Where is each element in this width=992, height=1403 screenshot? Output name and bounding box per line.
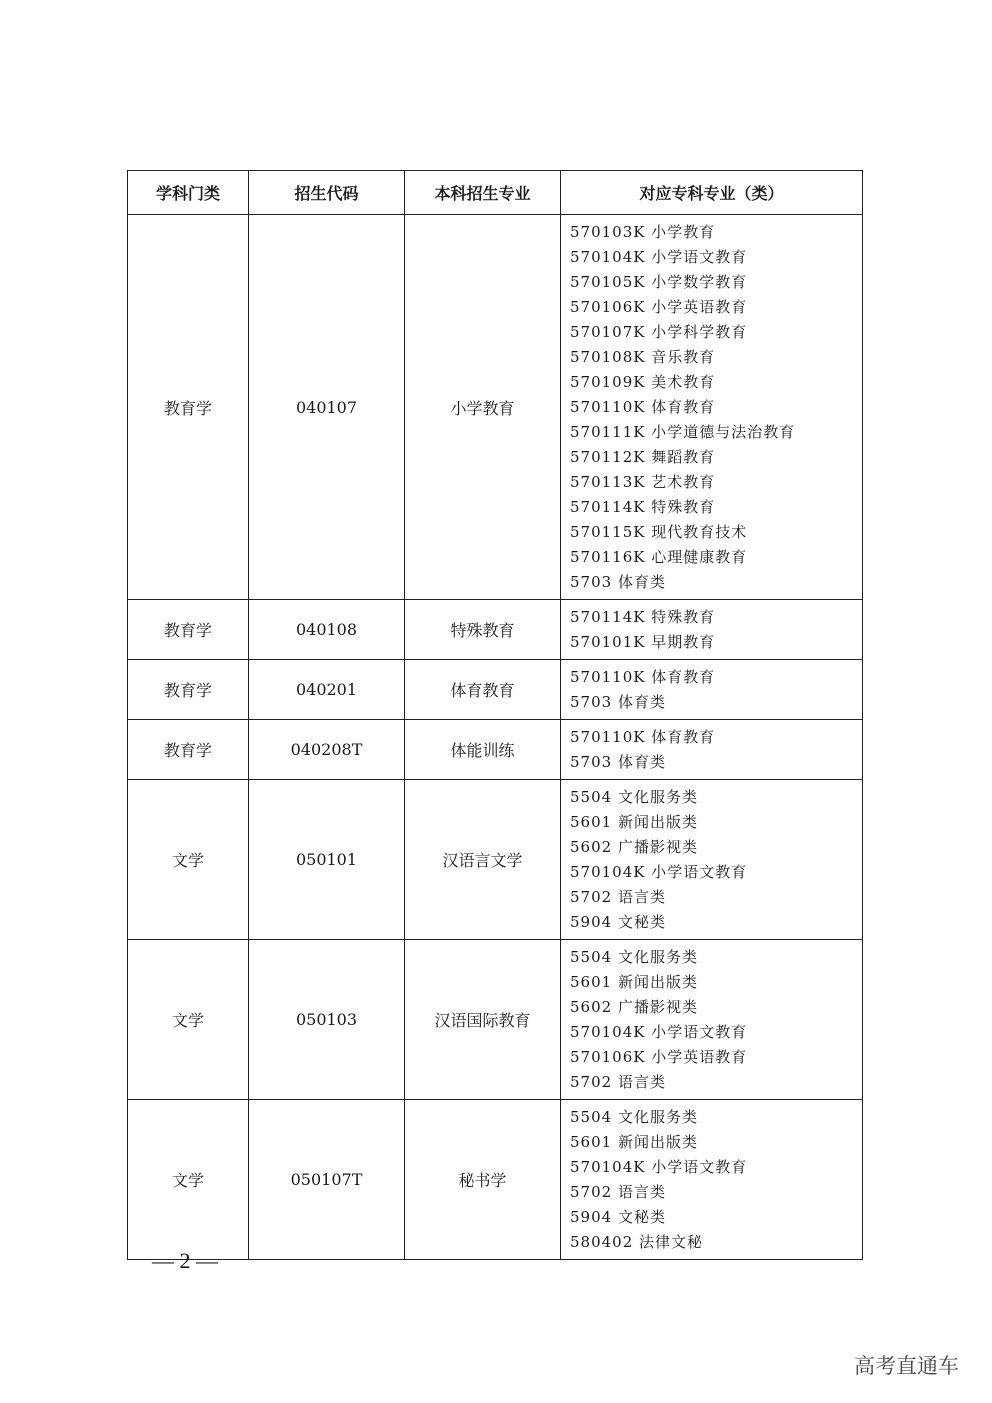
cell-related-specialties xyxy=(561,940,863,1100)
header-enrollment-code: 招生代码 xyxy=(249,171,405,215)
related-specialty-item: 570112K 舞蹈教育 xyxy=(570,448,716,466)
related-specialty-item: 570110K 体育教育 xyxy=(570,398,716,416)
related-specialty-item: 570104K 小学语文教育 xyxy=(570,1023,748,1041)
cell-related-specialties xyxy=(561,720,863,780)
table-row xyxy=(128,600,863,660)
related-specialty-item: 5904 文秘类 xyxy=(570,1208,666,1226)
cell-enrollment-code: 040208T xyxy=(249,720,405,780)
related-specialty-item: 570107K 小学科学教育 xyxy=(570,323,748,341)
page-number: — 2 — xyxy=(152,1248,218,1273)
related-specialty-item: 570110K 体育教育 xyxy=(570,668,716,686)
related-specialty-item: 5702 语言类 xyxy=(570,1183,666,1201)
related-specialty-item: 570103K 小学教育 xyxy=(570,223,716,241)
related-specialty-item: 5702 语言类 xyxy=(570,1073,666,1091)
related-specialty-item: 570104K 小学语文教育 xyxy=(570,248,748,266)
related-specialty-item: 570108K 音乐教育 xyxy=(570,348,716,366)
related-specialty-item: 5602 广播影视类 xyxy=(570,838,698,856)
cell-enrollment-code: 050101 xyxy=(249,780,405,940)
major-mapping-table xyxy=(127,170,863,1260)
related-specialty-item: 5601 新闻出版类 xyxy=(570,813,698,831)
cell-enrollment-code: 050107T xyxy=(249,1100,405,1260)
related-specialty-item: 5702 语言类 xyxy=(570,888,666,906)
cell-related-specialties xyxy=(561,660,863,720)
cell-undergraduate-major: 汉语言文学 xyxy=(405,780,561,940)
related-specialty-item: 5703 体育类 xyxy=(570,693,666,711)
cell-related-specialties xyxy=(561,600,863,660)
related-specialty-item: 5602 广播影视类 xyxy=(570,998,698,1016)
watermark-text: 高考直通车 xyxy=(854,1354,959,1378)
cell-undergraduate-major: 秘书学 xyxy=(405,1100,561,1260)
table-header-row xyxy=(128,171,863,215)
cell-discipline: 教育学 xyxy=(128,600,249,660)
related-specialty-item: 570116K 心理健康教育 xyxy=(570,548,748,566)
cell-related-specialties xyxy=(561,1100,863,1260)
header-undergraduate-major: 本科招生专业 xyxy=(405,171,561,215)
related-specialty-item: 5504 文化服务类 xyxy=(570,948,698,966)
related-specialty-item: 5504 文化服务类 xyxy=(570,788,698,806)
related-specialty-item: 570115K 现代教育技术 xyxy=(570,523,748,541)
related-specialty-item: 5703 体育类 xyxy=(570,753,666,771)
related-specialty-item: 570113K 艺术教育 xyxy=(570,473,716,491)
related-specialty-item: 5703 体育类 xyxy=(570,573,666,591)
header-related-specialties: 对应专科专业（类） xyxy=(561,171,863,215)
table-row xyxy=(128,720,863,780)
cell-related-specialties xyxy=(561,780,863,940)
cell-discipline: 文学 xyxy=(128,1100,249,1260)
cell-enrollment-code: 040107 xyxy=(249,215,405,600)
cell-undergraduate-major: 体育教育 xyxy=(405,660,561,720)
related-specialty-item: 570101K 早期教育 xyxy=(570,633,716,651)
cell-enrollment-code: 050103 xyxy=(249,940,405,1100)
header-discipline: 学科门类 xyxy=(128,171,249,215)
table-row xyxy=(128,1100,863,1260)
cell-related-specialties xyxy=(561,215,863,600)
related-specialty-item: 580402 法律文秘 xyxy=(570,1233,704,1251)
cell-undergraduate-major: 特殊教育 xyxy=(405,600,561,660)
cell-discipline: 文学 xyxy=(128,940,249,1100)
related-specialty-item: 570114K 特殊教育 xyxy=(570,608,716,626)
table-row xyxy=(128,660,863,720)
cell-discipline: 教育学 xyxy=(128,660,249,720)
table-body xyxy=(128,215,863,1260)
table-row xyxy=(128,940,863,1100)
related-specialty-item: 570106K 小学英语教育 xyxy=(570,1048,748,1066)
table-row xyxy=(128,215,863,600)
cell-discipline: 文学 xyxy=(128,780,249,940)
cell-enrollment-code: 040201 xyxy=(249,660,405,720)
related-specialty-item: 570111K 小学道德与法治教育 xyxy=(570,423,796,441)
related-specialty-item: 570109K 美术教育 xyxy=(570,373,716,391)
cell-undergraduate-major: 小学教育 xyxy=(405,215,561,600)
table-row xyxy=(128,780,863,940)
cell-discipline: 教育学 xyxy=(128,720,249,780)
cell-enrollment-code: 040108 xyxy=(249,600,405,660)
related-specialty-item: 570106K 小学英语教育 xyxy=(570,298,748,316)
cell-undergraduate-major: 汉语国际教育 xyxy=(405,940,561,1100)
related-specialty-item: 5904 文秘类 xyxy=(570,913,666,931)
related-specialty-item: 570104K 小学语文教育 xyxy=(570,863,748,881)
related-specialty-item: 570105K 小学数学教育 xyxy=(570,273,748,291)
related-specialty-item: 570104K 小学语文教育 xyxy=(570,1158,748,1176)
related-specialty-item: 570110K 体育教育 xyxy=(570,728,716,746)
related-specialty-item: 5601 新闻出版类 xyxy=(570,973,698,991)
cell-discipline: 教育学 xyxy=(128,215,249,600)
related-specialty-item: 5601 新闻出版类 xyxy=(570,1133,698,1151)
cell-undergraduate-major: 体能训练 xyxy=(405,720,561,780)
related-specialty-item: 570114K 特殊教育 xyxy=(570,498,716,516)
related-specialty-item: 5504 文化服务类 xyxy=(570,1108,698,1126)
